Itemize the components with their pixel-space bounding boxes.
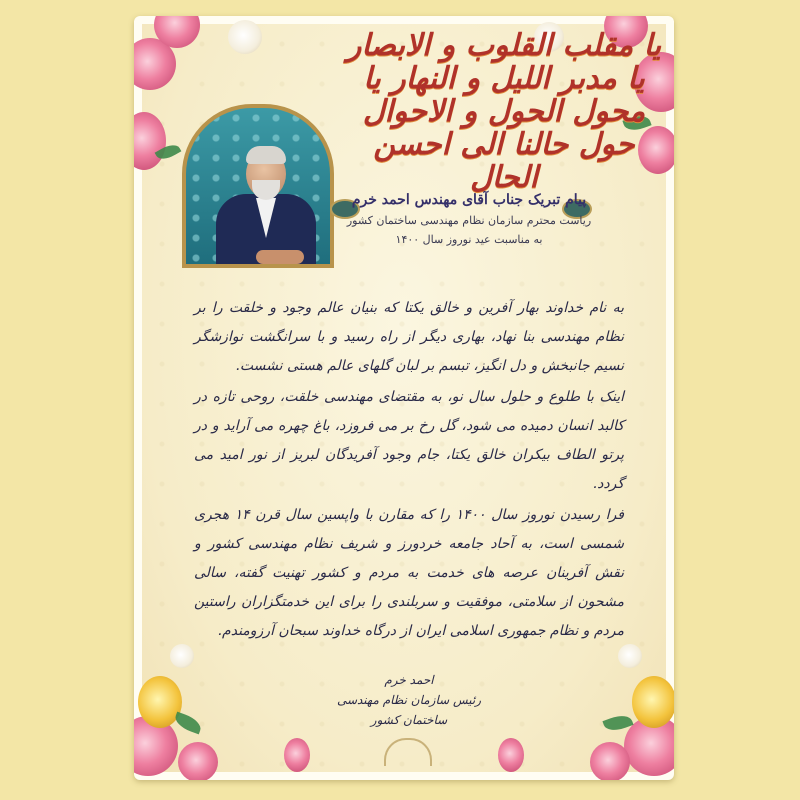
message-body: [194, 294, 624, 648]
flower-decoration: [498, 738, 524, 772]
calligraphy-header: یا مقلب القلوب و الابصار یا مدبر اللیل و النهار یا محول الحول و الاحوال حول حالنا الی احسن الحال: [346, 27, 662, 195]
occasion: به مناسبت عید نوروز سال ۱۴۰۰: [395, 233, 543, 246]
signature-role: رئیس سازمان نظام مهندسی ساختمان کشور: [336, 693, 482, 727]
portrait-photo: [182, 104, 334, 268]
paragraph-3: فرا رسیدن نوروز سال ۱۴۰۰ را که مقارن با واپسین سال قرن ۱۴ هجری شمسی است، به آحاد جامعه خردورز و شریف نظام مهندسی کشور و نقش آفرینان عرصه های خدمت به مردم و کشور تهنیت گفته، سالی مشحون از سلامتی، موفقیت و سربلندی را برای این خدمتگزاران راستین مردم و نظام جمهوری اسلامی ایران از درگاه خداوند سبحان آرزومندم.: [194, 507, 624, 639]
flower-decoration: [170, 644, 194, 668]
page-title: پیام تبریک جناب آقای مهندس احمد خرم: [351, 192, 587, 208]
flower-decoration: [632, 676, 674, 728]
signature-name: احمد خرم: [384, 673, 434, 687]
greeting-card: [134, 16, 674, 780]
flower-decoration: [284, 738, 310, 772]
subtitle: ریاست محترم سازمان نظام مهندسی ساختمان کشور: [346, 214, 592, 227]
flower-decoration: [178, 742, 218, 780]
signature: [334, 670, 484, 730]
flower-decoration: [228, 20, 262, 54]
title-block: [324, 192, 614, 246]
paragraph-2: اینک با طلوع و حلول سال نو، به مقتضای مهندسی خلقت، روحی تازه در کالبد انسان دمیده می شود، گل رخ بر می فروزد، باغ چهره می آراید و در پرتو الطاف بیکران خالق یکتا، جام وجود آفریدگان لبریز از نور امید می گردد.: [194, 389, 624, 492]
paragraph-1: به نام خداوند بهار آفرین و خالق یکتا که بنیان عالم وجود و خلقت را بر نظام مهندسی بنا نهاد، بهاری دیگر از راه رسید و با سرانگشت نوازشگر نسیم جانبخش و دل انگیز، تبسم بر لبان گلهای عالم هستی نشست.: [194, 300, 624, 374]
flower-decoration: [590, 742, 630, 780]
person-figure: [216, 142, 312, 268]
hands: [256, 250, 304, 264]
hair: [246, 146, 286, 164]
